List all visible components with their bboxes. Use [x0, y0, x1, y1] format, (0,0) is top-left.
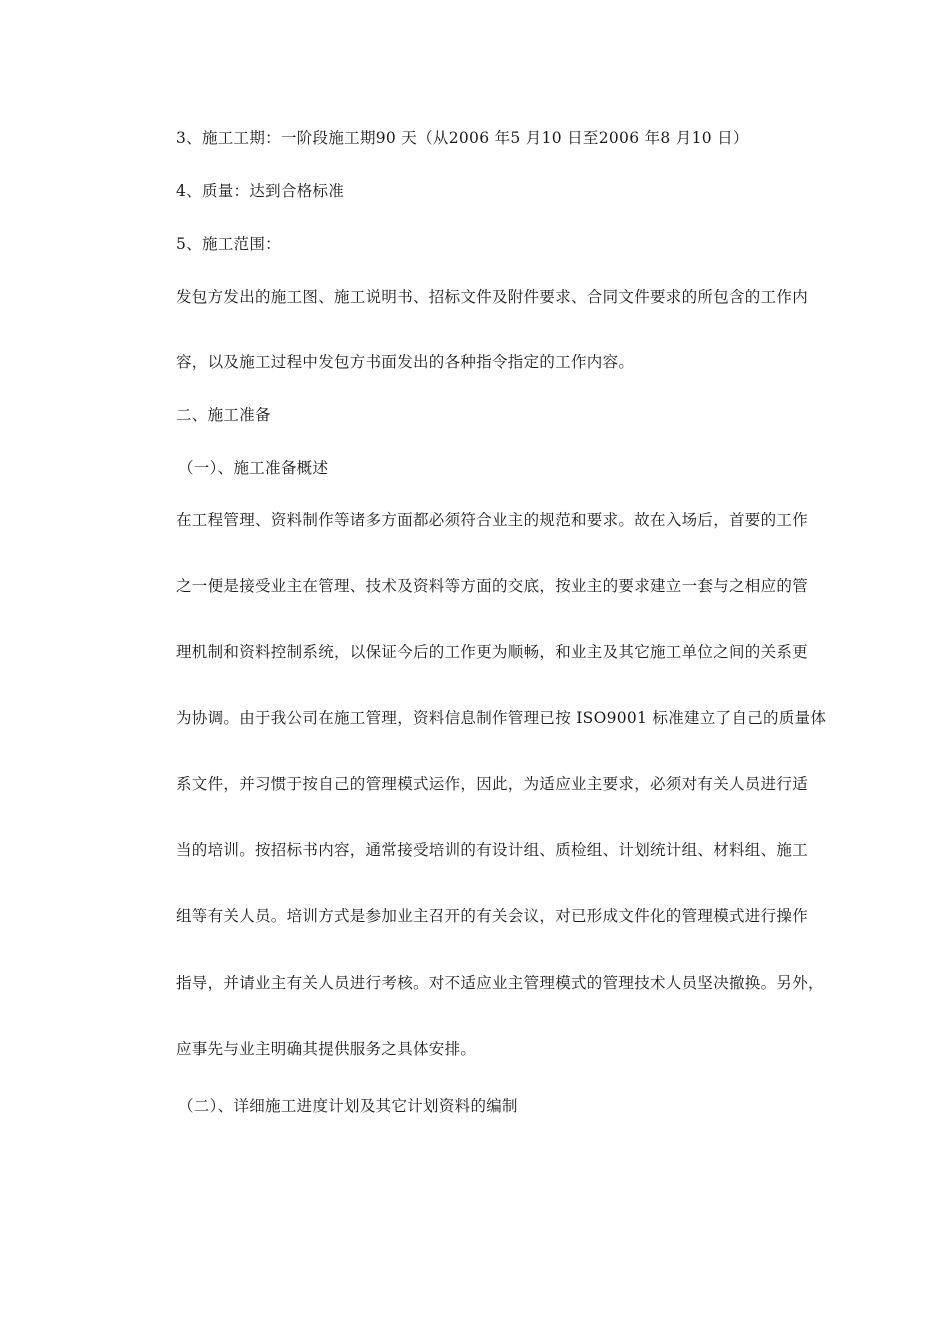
paragraph-line: 系文件，并习惯于按自己的管理模式运作，因此，为适应业主要求，必须对有关人员进行适: [176, 775, 809, 793]
paragraph-line: 组等有关人员。培训方式是参加业主召开的有关会议，对已形成文件化的管理模式进行操作: [176, 907, 809, 925]
subsection-heading: （二）、详细施工进度计划及其它计划资料的编制: [178, 1097, 518, 1115]
paragraph-line: 理机制和资料控制系统，以保证今后的工作更为顺畅，和业主及其它施工单位之间的关系更: [176, 643, 809, 661]
paragraph-line: 应事先与业主明确其提供服务之具体安排。: [176, 1040, 477, 1058]
paragraph-line: 容，以及施工过程中发包方书面发出的各种指令指定的工作内容。: [176, 353, 635, 371]
paragraph-line: 在工程管理、资料制作等诸多方面都必须符合业主的规范和要求。故在入场后，首要的工作: [176, 511, 809, 529]
construction-period-line: 3、施工工期：一阶段施工期90 天（从2006 年5 月10 日至2006 年8 月10 日）: [176, 129, 749, 147]
paragraph-line: 之一便是接受业主在管理、技术及资料等方面的交底，按业主的要求建立一套与之相应的管: [176, 577, 809, 595]
quality-line: 4、质量：达到合格标准: [176, 182, 345, 200]
paragraph-line: 为协调。由于我公司在施工管理，资料信息制作管理已按 ISO9001 标准建立了自己的质量体: [176, 709, 827, 727]
paragraph-line: 指导，并请业主有关人员进行考核。对不适应业主管理模式的管理技术人员坚决撤换。另外，: [176, 974, 824, 992]
paragraph-line: 当的培训。按招标书内容，通常接受培训的有设计组、质检组、计划统计组、材料组、施工: [176, 841, 809, 859]
subsection-heading: （一）、施工准备概述: [178, 459, 329, 477]
paragraph-line: 发包方发出的施工图、施工说明书、招标文件及附件要求、合同文件要求的所包含的工作内: [176, 288, 809, 306]
construction-scope-heading: 5、施工范围：: [176, 235, 281, 253]
section-heading: 二、施工准备: [176, 406, 271, 424]
